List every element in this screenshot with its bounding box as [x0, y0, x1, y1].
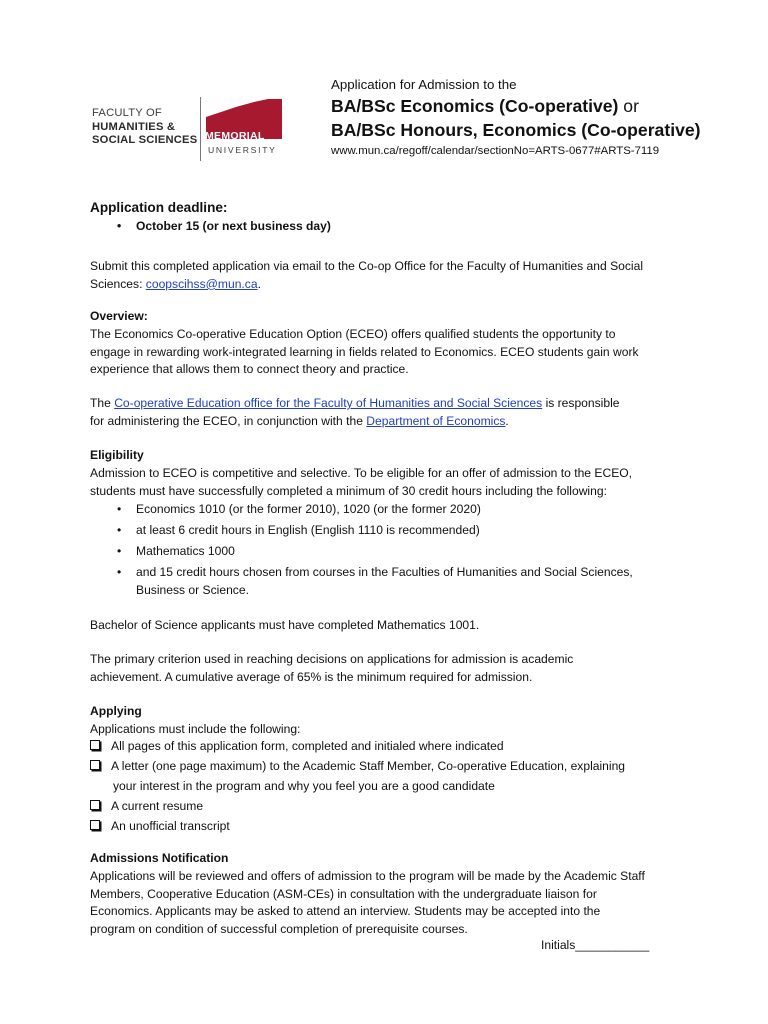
overview-line-2: engage in rewarding work-integrated learning in fields related to Economics. ECEO students gain work [90, 344, 639, 359]
bullet: • [117, 565, 122, 579]
program-title-1-bold: BA/BSc Economics (Co-operative) [331, 96, 619, 116]
calendar-url: www.mun.ca/regoff/calendar/sectionNo=ARTS-0677#ARTS-7119 [331, 145, 660, 157]
notification-section [90, 850, 690, 939]
applying-item [90, 817, 230, 837]
program-title-2: BA/BSc Honours, Economics (Co-operative) [331, 120, 701, 140]
bullet: • [117, 544, 122, 558]
form-header [331, 76, 701, 159]
applying-intro: Applications must include the following: [90, 721, 301, 736]
submit-paragraph [90, 258, 690, 294]
eligibility-title: Eligibility [90, 448, 144, 462]
responsible-paragraph [90, 395, 690, 431]
overview-section [90, 308, 690, 379]
responsible-pre: The [90, 396, 115, 410]
deadline-section [90, 199, 690, 217]
overview-title: Overview: [90, 309, 148, 323]
eligibility-item-text: at least 6 credit hours in English (English 1110 is recommended) [136, 523, 480, 537]
university-wordmark: UNIVERSITY [208, 145, 277, 155]
notification-title: Admissions Notification [90, 851, 229, 865]
eligibility-item-text: and 15 credit hours chosen from courses in the Faculties of Humanities and Social Sciences, [136, 565, 633, 579]
faculty-line-3: SOCIAL SCIENCES [92, 134, 198, 147]
eligibility-item [117, 522, 480, 540]
responsible-line-2 [90, 413, 690, 431]
eligibility-item [117, 501, 481, 519]
eligibility-item [117, 543, 235, 561]
coop-email-link[interactable]: coopscihss@mun.ca [145, 276, 258, 291]
overview-line-3: experience that allows them to connect theory and practice. [90, 362, 409, 377]
program-title-1-or: or [618, 96, 639, 116]
program-title-1 [331, 94, 701, 118]
applying-item-text: An unofficial transcript [111, 819, 230, 833]
eligibility-item-continuation: Business or Science. [136, 582, 249, 597]
criterion-line-2: achievement. A cumulative average of 65% is the minimum required for admission. [90, 669, 533, 684]
eligibility-item-text: Mathematics 1000 [136, 544, 235, 558]
checkbox-icon [90, 760, 100, 770]
eligibility-line-2: students must have successfully completed a minimum of 30 credit hours including the following: [90, 483, 607, 498]
faculty-line-1: FACULTY OF [92, 107, 162, 119]
bullet: • [117, 523, 122, 537]
deadline-title: Application deadline: [90, 200, 228, 215]
memorial-wordmark: MEMORIAL [205, 130, 265, 142]
faculty-line-2: HUMANITIES & [92, 120, 176, 133]
faculty-logo [92, 93, 292, 161]
applying-item-text: A current resume [111, 799, 204, 813]
notification-line-3: Economics. Applicants may be asked to attend an interview. Students may be accepted into the [90, 904, 601, 919]
applying-item [90, 737, 504, 757]
submit-line-1: Submit this completed application via email to the Co-op Office for the Faculty of Humanities and Social [90, 259, 644, 273]
coop-office-link[interactable]: Co-operative Education office for the Faculty of Humanities and Social Sciences [114, 396, 543, 410]
applying-item [90, 797, 203, 817]
applying-item-continuation: your interest in the program and why you feel you are a good candidate [113, 778, 495, 793]
responsible-mid: is responsible [542, 396, 620, 410]
responsible-line-1 [90, 395, 690, 413]
bsc-requirement: Bachelor of Science applicants must have completed Mathematics 1001. [90, 618, 480, 632]
notification-line-4: program on condition of successful completion of prerequisite courses. [90, 922, 468, 937]
criterion-line-1: The primary criterion used in reaching decisions on applications for admission is academic [90, 652, 574, 666]
bullet: • [117, 219, 122, 233]
criterion-paragraph [90, 651, 690, 687]
economics-department-link[interactable]: Department of Economics [366, 413, 506, 428]
responsible-line-2-pre: for administering the ECEO, in conjunction with the [90, 413, 367, 428]
checkbox-icon [90, 800, 100, 810]
checkbox-icon [90, 740, 100, 750]
submit-line-2-post: . [257, 276, 261, 291]
responsible-line-2-post: . [505, 413, 509, 428]
eligibility-item-text: Economics 1010 (or the former 2010), 1020 (or the former 2020) [136, 502, 481, 516]
checkbox-icon [90, 820, 100, 830]
applying-item-text: All pages of this application form, completed and initialed where indicated [111, 739, 504, 753]
deadline-date: October 15 (or next business day) [136, 219, 331, 233]
bullet: • [117, 502, 122, 516]
applying-item-text: A letter (one page maximum) to the Academic Staff Member, Co-operative Education, explaining [111, 759, 626, 773]
eligibility-section [90, 447, 690, 500]
applying-title: Applying [90, 704, 142, 718]
submit-line-2 [90, 276, 690, 294]
logo-divider [200, 97, 201, 161]
submit-line-2-pre: Sciences: [90, 276, 146, 291]
header-intro: Application for Admission to the [331, 77, 517, 92]
overview-line-1: The Economics Co-operative Education Option (ECEO) offers qualified students the opportunity to [90, 326, 616, 341]
faculty-name [92, 107, 197, 148]
eligibility-item [117, 564, 633, 600]
notification-line-1: Applications will be reviewed and offers of admission to the program will be made by the Academic Staff [90, 868, 645, 883]
eligibility-line-1: Admission to ECEO is competitive and selective. To be eligible for an offer of admission to the ECEO, [90, 465, 633, 480]
applying-item [90, 757, 625, 796]
notification-line-2: Members, Cooperative Education (ASM-CEs) in consultation with the undergraduate liaison for [90, 886, 597, 901]
applying-section [90, 703, 690, 739]
initials-field[interactable]: Initials___________ [541, 938, 650, 952]
deadline-item [117, 218, 331, 236]
